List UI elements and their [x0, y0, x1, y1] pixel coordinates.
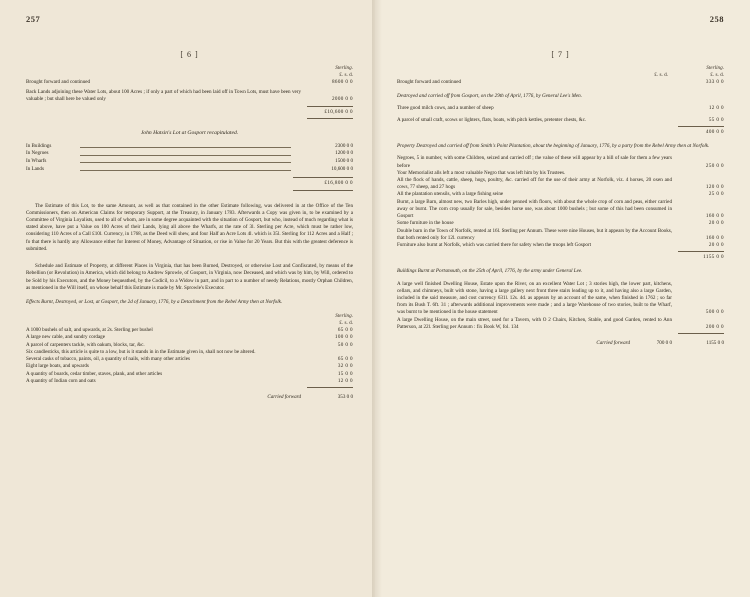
list-item	[397, 228, 724, 242]
right-section-1-subtotal: 400 0 0	[705, 128, 724, 135]
right-section-2-subtotal-row	[397, 254, 724, 261]
left-effects-heading: Effects Burnt, Destroyed, or Lost, at Gosport, the 2d of January, 1776, by a Detachment from the Rebel Army then at Norfolk.	[26, 299, 283, 305]
list-item	[397, 170, 724, 177]
table-row	[26, 166, 353, 174]
effect-text: Several casks of tobacco, paints, oil, a quantity of nails, with many other articles	[26, 356, 190, 363]
recap-name: In Lands	[26, 165, 44, 172]
list-item	[26, 363, 353, 370]
left-recap-total-rule	[293, 190, 353, 191]
effect-text: A 1000 bushels of salt, and upwards, at 2s. Sterling per bushel	[26, 327, 153, 334]
list-item	[26, 349, 353, 356]
list-item	[26, 356, 353, 363]
right-section-1-heading: Destroyed and carried off from Gosport, on the 29th of April, 1776, by General Lee's Men.	[397, 93, 582, 100]
right-carried-label: Carried forward	[596, 340, 630, 347]
list-item	[397, 317, 724, 331]
section-2-item-text: Double barn in the Town of Norfolk, rented at 16l. Sterling per Annum. These were nine Houses, but it appears by the Account Books, that both rented only for 12l. currency	[397, 227, 672, 241]
effect-amount: 65 0 0	[337, 327, 353, 334]
effect-amount: 12 0 0	[337, 377, 353, 384]
right-money-cols-left	[616, 65, 668, 78]
section-2-item-amount: 250 0 0	[705, 162, 724, 169]
left-total-row	[26, 109, 353, 116]
left-inner-money-cols: £. s. d.	[339, 319, 353, 326]
section-2-item-text: Burnt, a large Barn, almost new, two Barles high, under penned with floors, with about the whole crop of corn and peas, either carried away or burnt. The corn crop usually for sale, besides horse use, was about 1000 bushels ; but some of this had been consumed in Gosport	[397, 198, 672, 220]
left-paragraph-estimate: The Estimate of this Lot, to the same Amount, as well as that contained in the other Estimate following, was delivered in at the Office of the Ten Commissioners, then on American Claims for temporary Support, at the Treasury, in January 1783. Afterwards a Copy was given in, to be examined by a Committee of Virginia Loyalists, used to all of whom, are in some degree acquainted with the situation of Gosport, but who, instead of much regarding what is stated above, have put a Value on 100 Acres of their Lands, lying all above the Wharfs, at the rate of 3l. Sterling per Acre, which must be rather low, considering 110 Acres of a Call £10l. Currency, in 1768, as the Deed will shew, and four Half an Acre Lots 4l. which is 35l. Sterling for 112 Acres and a Half ; fo that there is hardly any Allowance either for Interest of Money, Advantage of Situation, or rise in Value for 20 Years. But this with the greatest deference is submitted.	[26, 202, 353, 252]
right-money-title: Sterling.	[706, 65, 724, 71]
effect-amount: 65 0 0	[337, 356, 353, 363]
table-row	[26, 150, 353, 158]
table-row	[26, 158, 353, 166]
effect-amount: 15 0 0	[337, 370, 353, 377]
left-brought-forward-label: Brought forward and continued	[26, 79, 91, 85]
recap-leader	[72, 150, 301, 158]
left-paragraph-schedule: Schedule and Estimate of Property, at different Places in Virginia, that has been Burned, Destroyed, or otherwise Lost and Confiscated, by means of the Rebellion (or Revolution) in America, which did belong to Andrew Sprowle, of Gosport, in Virginia, now Deceased, and which was by him, by Will, ordered to be Sold by his Executors, and the Money bequeathed, by the Codicil, to a Widow in part, and in part to a number of needy Relations, mostly Orphan Children, as mentioned in the Will itself, on whose behalf this Estimate is made by Mr. Sprowle's Executor.	[26, 263, 353, 291]
section-1-item-amount: 55 0 0	[708, 116, 724, 123]
left-recap-table	[26, 143, 353, 174]
right-section-2-heading: Property Destroyed and carried off from Smith's Point Plantation, about the beginning of January, 1776, by a party from the Rebel Army then at Norfolk.	[397, 143, 710, 150]
right-section-2-subtotal: 1155 0 0	[703, 254, 724, 261]
section-2-item-amount: 20 0 0	[708, 220, 724, 227]
effect-text: A large new cable, and sundry cordage	[26, 334, 105, 341]
section-3-item-amount: 200 0 0	[705, 323, 724, 330]
left-total-amount: £10,600 0 0	[324, 108, 353, 115]
recap-value: 2300 0 0	[335, 142, 353, 149]
right-folio-number: 258	[709, 14, 724, 24]
left-folio-number: 257	[26, 14, 41, 24]
section-3-item-text: A large well finished Dwelling House, Estate upon the River, on an excellent Water Lot ; 3 stories high, the lower part, kitchens, cellars, and chimneys, built with stone, having a large gallery next front three stairs leading up to it, and having also a large Garden, included in the said measure, and cost currency 631l. 12s. 4d. as appears by an account of the same, when finished in 1762 ; so far from its Bush T. 6ft. 31 ; afterwards additional improvements were made ; and a large Warehouse of two stories, built to the Wharf, was burnt to be mentioned in the house statement	[397, 280, 672, 316]
recap-leader	[72, 158, 301, 166]
section-2-item-amount: 20 0 0	[708, 241, 724, 248]
section-2-item-text: Your Memorialist alls left a most valuable Negro that was left him by his Trustees.	[397, 169, 566, 176]
right-section-3-heading: Buildings Burnt at Portsmouth, on the 25th of April, 1776, by the army under General Lee.	[397, 268, 583, 275]
right-section-1-subtotal-row	[397, 129, 724, 136]
right-body	[397, 79, 724, 347]
effect-text: Eight large boats, and upwards	[26, 363, 89, 370]
list-item	[397, 155, 724, 169]
section-3-item-text: A large Dwelling House, on the main street, used for a Tavern, with O 2 Chairs, Kitchen, Stable, and good Garden, rented to Ann Patterson, at 22l. Sterling per Annum : fix Book W, fol. 134	[397, 316, 672, 330]
section-2-item-text: Negroes, 5 in number, with some Children, seized and carried off ; the value of these will appear by a bill of sale for them a few years before	[397, 155, 672, 169]
list-item	[397, 199, 724, 221]
list-item	[397, 117, 724, 124]
right-section-3-rule	[678, 333, 724, 334]
right-signature-mark: [ 7 ]	[551, 50, 570, 59]
left-money-column-header	[335, 65, 353, 78]
left-carried-forward	[26, 394, 353, 401]
left-brought-forward-amount: 8600 0 0	[331, 79, 353, 85]
section-2-item-amount: 160 0 0	[705, 213, 724, 220]
recap-value: 10,600 0 0	[331, 165, 353, 172]
recap-name: In Negroes	[26, 150, 49, 157]
left-recap-total: £16,800 0 0	[324, 180, 353, 187]
left-signature-mark: [ 6 ]	[180, 50, 199, 59]
list-item	[26, 334, 353, 341]
left-entry-amount: 2000 0 0	[331, 96, 353, 103]
effect-text: A parcel of carpenters tackle, with oakum, blocks, tar, &c.	[26, 341, 145, 348]
right-page	[375, 0, 750, 597]
left-sum-rule	[307, 106, 353, 107]
recap-value: 1500 0 0	[335, 158, 353, 165]
section-2-item-text: Some furniture in the house	[397, 220, 454, 227]
right-brought-forward-row	[397, 79, 724, 86]
left-recap-rule	[293, 177, 353, 178]
left-recap-total-row	[26, 180, 353, 187]
left-entry-text: Back Lands adjoining these Water Lots, about 100 Acres ; if only a part of which had been laid off in Town Lots, must have been very valuable ; but shall here be valued only	[26, 89, 301, 103]
right-money-cols: £. s. d.	[710, 71, 724, 78]
right-section-1-rule	[678, 126, 724, 127]
left-subheading: John Hatsin's Lot at Gosport recapitulated.	[140, 129, 239, 136]
effect-text: Six candlesticks, this article is quite to a low, but is it stands in in the Estimate given in, shall not now be altered.	[26, 348, 256, 355]
left-total-rule	[307, 118, 353, 119]
section-2-item-amount: 160 0 0	[705, 234, 724, 241]
left-inner-money-header	[335, 313, 353, 326]
effect-amount: 100 0 0	[334, 334, 353, 341]
list-item	[397, 281, 724, 317]
recap-name: In Wharfs	[26, 158, 47, 165]
right-carried-forward	[397, 340, 724, 347]
right-section-2-rule	[678, 251, 724, 252]
right-section-3-subtotal: 700 0 0	[656, 340, 672, 347]
section-3-item-amount: 500 0 0	[705, 309, 724, 316]
recap-leader	[72, 143, 301, 151]
left-body	[26, 79, 353, 401]
left-effects-list	[26, 327, 353, 385]
list-item	[397, 177, 724, 191]
recap-name: In Buildings	[26, 142, 52, 149]
left-entry-row	[26, 89, 353, 103]
left-carried-amount: 353 0 0	[337, 393, 353, 400]
right-brought-forward-amount: 333 0 0	[705, 79, 724, 85]
section-2-item-text: Furniture also burnt at Norfolk, which was carried there for safety when the troops left Gosport	[397, 241, 592, 248]
list-item	[26, 378, 353, 385]
effect-text: A quantity of Indian corn and oats	[26, 377, 96, 384]
effect-amount: 50 0 0	[337, 341, 353, 348]
effect-amount: 32 0 0	[337, 363, 353, 370]
right-money-cols-left-text: £. s. d.	[654, 71, 668, 78]
section-1-item-text: A parcel of small craft, scows or lighters, flats, boats, with pitch kettles, pretenter chests, &c.	[397, 116, 587, 123]
left-carried-label: Carried forward	[267, 393, 301, 400]
section-2-item-amount: 25 0 0	[708, 191, 724, 198]
right-carried-amount: 1155 0 0	[706, 340, 724, 347]
recap-value: 1200 0 0	[335, 150, 353, 157]
list-item	[397, 220, 724, 227]
list-item	[26, 327, 353, 334]
list-item	[397, 191, 724, 198]
left-money-title: Sterling.	[335, 65, 353, 71]
section-1-item-amount: 12 0 0	[708, 105, 724, 112]
section-1-item-text: Three good milch cows, and a number of sheep	[397, 105, 494, 112]
effect-text: A quantity of boards, cedar timber, staves, plank, and other articles	[26, 370, 163, 377]
right-brought-forward-label: Brought forward and continued	[397, 79, 462, 85]
list-item	[26, 342, 353, 349]
section-2-item-text: All the plantation utensils, with a large fishing seine	[397, 191, 504, 198]
table-row	[26, 143, 353, 151]
left-money-cols: £. s. d.	[339, 71, 353, 78]
left-brought-forward-row	[26, 79, 353, 86]
section-2-item-text: All the flock of hands, cattle, sheep, hogs, poultry, &c. carried off for the use of their army at Norfolk, viz. 4 horses, 20 oxen and cows, 77 sheep, and 27 hogs	[397, 176, 672, 191]
left-carried-rule	[307, 387, 353, 388]
recap-leader	[72, 166, 301, 174]
list-item	[397, 105, 724, 112]
section-2-item-amount: 120 0 0	[705, 184, 724, 191]
right-money-column-header	[668, 65, 724, 78]
list-item	[397, 242, 724, 249]
left-inner-money-title: Sterling.	[335, 313, 353, 320]
list-item	[26, 371, 353, 378]
